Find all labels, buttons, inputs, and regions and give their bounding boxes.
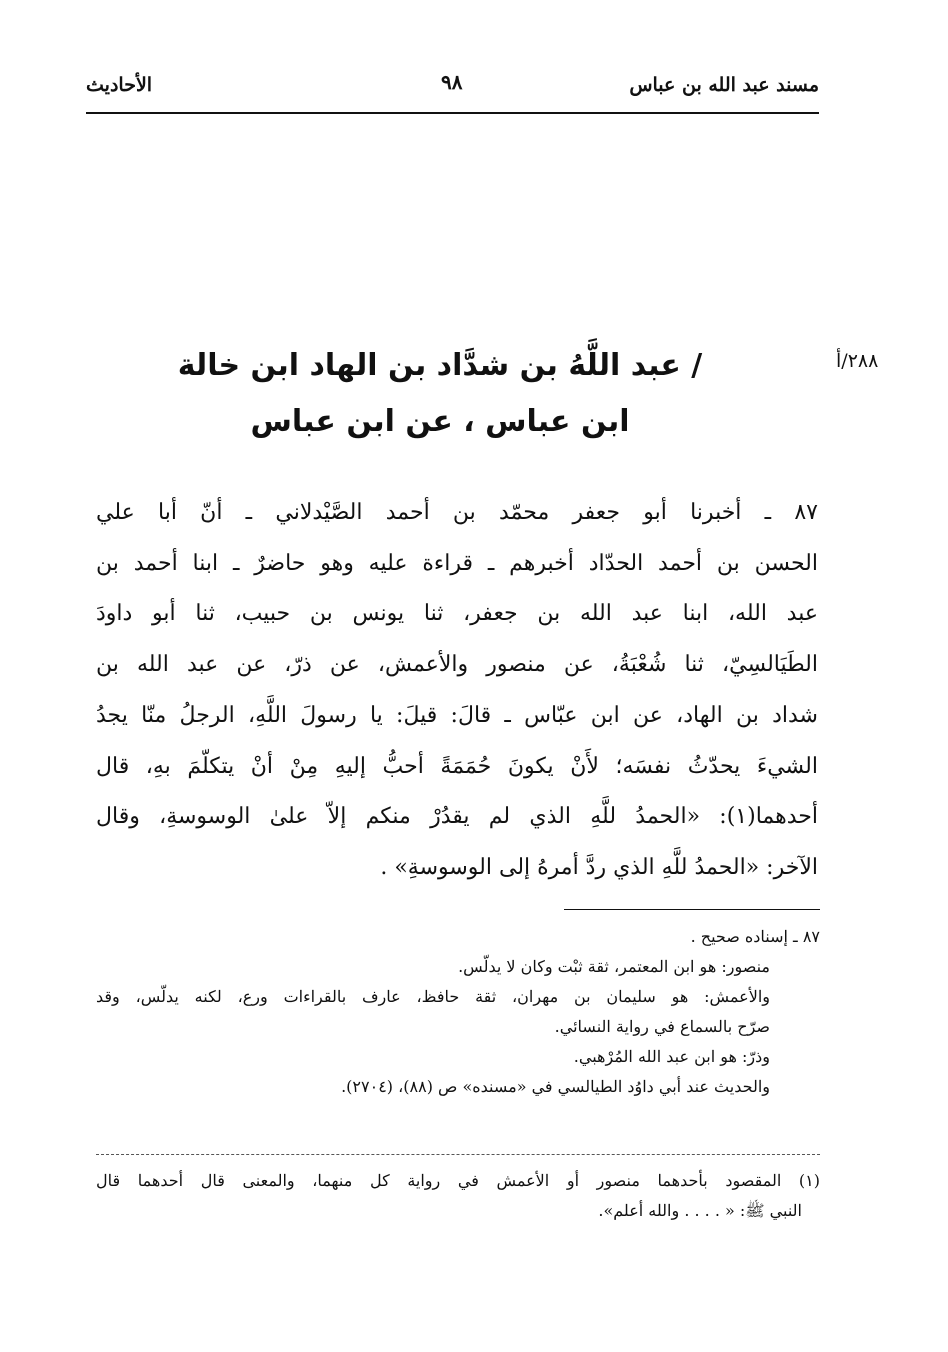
editor-notes xyxy=(96,922,820,1102)
note-mansur: منصور: هو ابن المعتمر، ثقة ثبْت وكان لا يدلّس. xyxy=(458,957,770,976)
hadith-line: عبد الله، ابنا عبد الله بن جعفر، ثنا يونس بن حبيب، ثنا أبو داودَ xyxy=(96,601,818,627)
header-rule xyxy=(86,112,819,114)
chapter-title xyxy=(150,338,730,450)
hadith-line: ٨٧ ـ أخبرنا أبو جعفر محمّد بن أحمد الصَّيْدلاني ـ أنّ أبا علي xyxy=(96,500,818,525)
note-dharr: وذرّ: هو ابن عبد الله المُرْهبي. xyxy=(573,1047,770,1066)
footnote-separator xyxy=(96,1154,820,1155)
note-isnad-grade: ٨٧ ـ إسناده صحيح . xyxy=(690,927,820,946)
hadith-text xyxy=(96,488,818,894)
footnote xyxy=(96,1166,820,1226)
chapter-title-line-2: ابن عباس ، عن ابن عباس xyxy=(250,404,630,439)
manuscript-folio-note: ٢٨٨/أ xyxy=(836,350,879,372)
note-amash-cont: صرّح بالسماع في رواية النسائي. xyxy=(554,1017,770,1036)
page-header xyxy=(86,60,819,116)
running-title: مسند عبد الله بن عباس xyxy=(629,74,819,96)
notes-separator xyxy=(564,909,820,910)
hadith-line: أحدهما(١): «الحمدُ للَّهِ الذي لم يقدُرْ منكم إلاّ علىٰ الوسوسةِ، وقال xyxy=(96,804,818,830)
chapter-title-line-1: / عبد اللَّهُ بن شدَّاد بن الهاد ابن خالة xyxy=(177,348,703,383)
page-number: ٩٨ xyxy=(441,70,463,94)
hadith-line: شداد بن الهاد، عن ابن عبّاس ـ قالَ: قيلَ: يا رسولَ اللَّهِ، الرجلُ منّا يجدُ xyxy=(96,702,818,728)
footnote-line: (١) المقصود بأحدهما منصور أو الأعمش في رواية كل منهما، والمعنى قال أحدهما قال xyxy=(96,1171,820,1190)
hadith-line: الطَيَالسِيّ، ثنا شُعْبَةُ، عن منصور والأعمش، عن ذرّ، عن عبد الله بن xyxy=(96,652,818,678)
footnote-line: النبي ﷺ: « . . . . والله أعلم». xyxy=(598,1201,802,1220)
section-title: الأحاديث xyxy=(86,74,153,96)
note-amash: والأعمش: هو سليمان بن مهران، ثقة حافظ، عارف بالقراءات ورع، لكنه يدلّس، وقد xyxy=(96,987,770,1006)
hadith-line: الحسن بن أحمد الحدّاد أخبرهم ـ قراءة عليه وهو حاضرٌ ـ ابنا أحمد بن xyxy=(96,550,818,576)
hadith-line: الآخر: «الحمدُ للَّهِ الذي ردَّ أمرهُ إلى الوسوسةِ» . xyxy=(380,854,818,880)
note-source: والحديث عند أبي داوُد الطيالسي في «مسنده» ص (٨٨)، (٢٧٠٤). xyxy=(341,1077,770,1096)
hadith-line: الشيءَ يحدّثُ نفسَه؛ لأَنْ يكونَ حُمَمَةً أحبُّ إليهِ مِنْ أنْ يتكلّمَ بهِ، قال xyxy=(96,753,818,779)
